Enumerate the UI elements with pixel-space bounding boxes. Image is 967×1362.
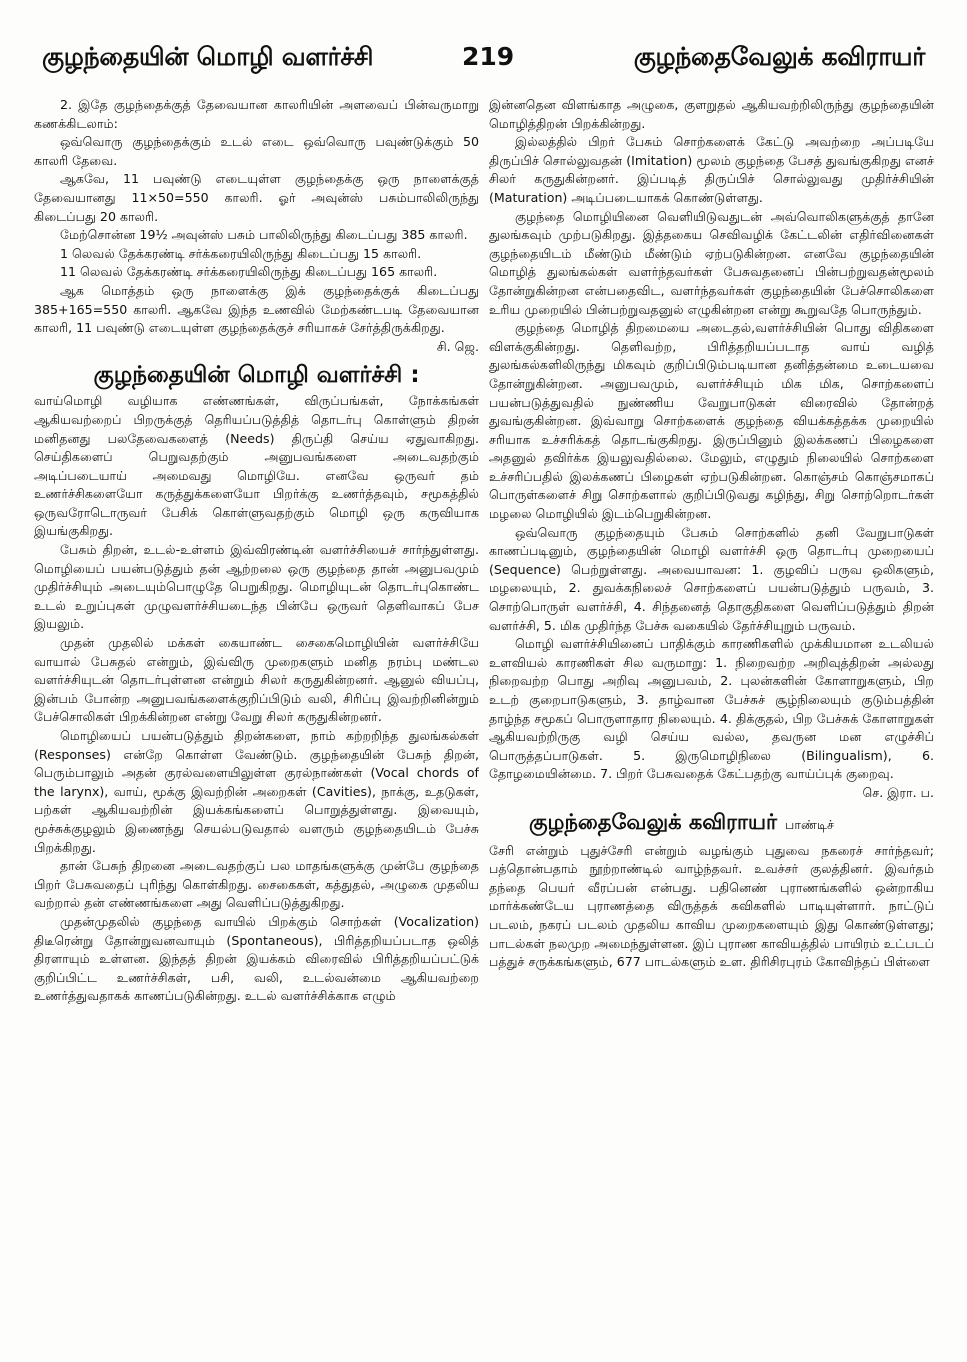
calc-intro: 2. இதே குழந்தைக்குத் தேவையான காலரியின் அளவைப் பின்வருமாறு கணக்கிடலாம்: <box>34 97 479 131</box>
body-paragraph: முதன்முதலில் குழந்தை வாயில் பிறக்கும் சொற்கள் (Vocalization) திடீரென்று தோன்றுவனவாயும் (Spontaneous), பிரித்தறியப்படாத ஒலித் திரளாயும் உள்ளன. இந்தத் திறன் இயக்கம் விரைவில் பிரித்தறியப்பட்டுக் குறிப்பிட்ட உணர்ச்சிகள், பசி, வலி, உடல்வன்மை ஆகியவற்றை உணர்த்துவதாகக் காணப்படுகின்றது. உடல் வளர்ச்சிக்காக எழும் <box>34 913 479 1004</box>
body-paragraph: முதன் முதலில் மக்கள் கையாண்ட சைகைமொழியின் வளர்ச்சியே வாயால் பேசுதல் என்றும், இவ்விரு முறைகளும் மனித நரம்பு மண்டல வளர்ச்சியுடன் தொடர்புள்ளன என்றும் சிலர் கருதுகின்றனர். ஆனுல் வியப்பு, இன்பம் போன்ற அனுபவங்களைக்குறிப்பிடும் வலி, சிரிப்பு இவற்றினின்றும் பேச்சொலிகள் பிறக்கின்றன என்று வேறு சிலர் கருதுகின்றனர். <box>34 635 479 725</box>
body-paragraph: தான் பேசுந் திறனை அடைவதற்குப் பல மாதங்களுக்கு முன்பே குழந்தை பிறர் பேசுவதைப் புரிந்து கொள்கிறது. சைகைகள், கத்துதல், அழுகை முதலிய வற்றால் தன் எண்ணங்களை அது வெளிப்படுத்துகிறது. <box>34 858 479 911</box>
body-paragraph: பேசும் திறன், உடல்-உள்ளம் இவ்விரண்டின் வளர்ச்சியைச் சார்ந்துள்ளது. மொழியைப் பயன்படுத்தும் தன் ஆற்றலை ஒரு குழந்தை தான் அனுபவமும் முதிர்ச்சியும் அடையும்பொழுதே பெறுகிறது. மொழியுடன் தொடர்புகொண்ட உடல் உறுப்புகள் முழுவளர்ச்சியடைந்த பின்பே ஒருவர் தெளிவாகப் பேச இயலும். <box>34 542 479 632</box>
body-paragraph: வாய்மொழி வழியாக எண்ணங்கள், விருப்பங்கள், நோக்கங்கள் ஆகியவற்றைப் பிறருக்குத் தெரியப்படுத்தித் தொடர்பு கொள்ளும் திறன் மனிதனது பலதேவைகளைத் (Needs) திருப்தி செய்ய ஏதுவாகிறது. செய்திகளைப் பெறுவதற்கும் அனுபவங்களை அடைவதற்கும் அடிப்படையாய் அமைவது மொழியே. எனவே ஒருவர் தம் உணர்ச்சிகளையோ கருத்துக்களையோ பிறர்க்கு உணர்த்தவும், சமூகத்தில் ஒருவரோடொருவர் பேசிக் கொள்ளுவதற்கும் மொழி ஒரு கருவியாக இயங்குகிறது. <box>34 393 479 539</box>
article-heading: குழந்தையின் மொழி வளர்ச்சி : <box>93 362 420 389</box>
right-column <box>489 96 934 1351</box>
article-heading-2 <box>489 807 934 840</box>
header-left-title: குழந்தையின் மொழி வளர்ச்சி <box>42 42 374 71</box>
article-heading-2-title: குழந்தைவேலுக் கவிராயர் <box>529 809 777 834</box>
body-paragraph: குழந்தை மொழியினை வெளியிடுவதுடன் அவ்வொலிகளுக்குத் தானே துலங்கவும் முற்படுகிறது. இத்தகைய செவிவழிக் கேட்டலின் எதிர்வினைகள் குழந்தையிடம் மீண்டும் மீண்டும் ஏற்படுகின்றன. எனவே குழந்தையின் மொழித் துலங்கல்கள் வளர்ந்தவர்கள் பேசுவதனைப் பின்பற்றுவதன்மூலம் தோன்றுகின்றன என்பதைவிட, வளர்ந்தவர்கள் குழந்தையின் பேச்சொலிகளை உரிய முறையில் பின்பற்றுவதனுல் எழுகின்றன என்று கூறுவதே பொருந்தும். <box>489 208 934 317</box>
left-column <box>34 96 479 1351</box>
calc-paragraph: மேற்சொன்ன 19½ அவுன்ஸ் பசும் பாலிலிருந்து கிடைப்பது 385 காலரி. <box>60 227 468 243</box>
author-signature: சி. ஜெ. <box>436 338 479 354</box>
calc-paragraph: 11 லெவல் தேக்கரண்டி சர்க்கரையிலிருந்து கிடைப்பது 165 காலரி. <box>60 264 438 280</box>
body-paragraph: குழந்தை மொழித் திறமையை அடைதல்,வளர்ச்சியின் பொது விதிகளை விளக்குகின்றது. தெளிவற்ற, பிரித்தறியப்படாத வாய் வழித் துலங்கல்களிலிருந்து மிகவும் குறிப்பிடும்படியான தனித்தன்மை உடையவை தோன்றுகின்றன. அனுபவமும், வளர்ச்சியும் மிக மிக, சொற்களைப் பயன்படுத்துவதில் நுண்ணிய வேறுபாடுகள் விரைவில் தோன்றத் துவங்குகின்றன. இவ்வாறு சொற்களைக் குழந்தை வியக்கத்தக்க முறையில் சரியாக உச்சரிக்கத் தொடங்குகிறது. இருப்பினும் இலக்கணப் பிழைகளை அதனுல் தவிர்க்க இயலுவதில்லை. மேலும், எழுதும் நிலையில் சொற்களை உச்சரிப்பதில் இலக்கணப் பிழைகள் ஏற்படுகின்றன. கொஞ்சம் கொஞ்சமாகப் பொருள்களைச் சிறு சொற்களால் குறிப்பிடுவது கழிந்து, சிறு சொற்றொடர்கள் மழலை மொழியில் இடம்பெறுகின்றன. <box>489 320 934 522</box>
author-signature: செ. இரா. ப. <box>862 784 934 800</box>
article-heading-2-tail: பாண்டிச் <box>785 816 834 832</box>
running-header <box>0 42 967 92</box>
body-paragraph: இல்லத்தில் பிறர் பேசும் சொற்களைக் கேட்டு அவற்றை அப்படியே திருப்பிச் சொல்லுவதன் (Imitation) மூலம் குழந்தை பேசத் துவங்குகிறது எனச் சிலர் கருதுகின்றனர். இப்படித் திருப்பிச் சொல்லுவது முதிர்ச்சியின் (Maturation) அடிப்படையாகக் கொண்டுள்ளது. <box>489 134 934 205</box>
body-paragraph: ஒவ்வொரு குழந்தையும் பேசும் சொற்களில் தனி வேறுபாடுகள் காணப்படினும், குழந்தையின் மொழி வளர்ச்சி ஒரு தொடர்பு முறையைப் (Sequence) பெற்றுள்ளது. அவையாவன: 1. குழவிப் பருவ ஒலிகளும், மழலையும், 2. துவக்கநிலைச் சொற்களைப் பயன்படுத்தும் பருவம், 3. சொற்பொருள் வளர்ச்சி, 4. சிந்தனைத் தொகுதிகளை வெளிப்படுத்தும் திறன் வளர்ச்சி, 5. மிக முதிர்ந்த பேச்சு வகையில் தேர்ச்சியுறும் பருவம். <box>489 524 934 633</box>
calc-paragraph: ஆகவே, 11 பவுண்டு எடையுள்ள குழந்தைக்கு ஒரு நாளைக்குத் தேவையானது 11×50=550 காலரி. ஓர் அவுன்ஸ் பசும்பாலிலிருந்து கிடைப்பது 20 காலரி. <box>34 171 479 224</box>
calc-paragraph: 1 லெவல் தேக்கரண்டி சர்க்கரையிலிருந்து கிடைப்பது 15 காலரி. <box>60 245 422 261</box>
body-paragraph: மொழியைப் பயன்படுத்தும் திறன்களை, நாம் கற்றறிந்த துலங்கல்கள் (Responses) என்றே கொள்ள வேண்டும். குழந்தையின் பேசுந் திறன், பெரும்பாலும் அதன் குரல்வளையிலுள்ள குரல்நாண்கள் (Vocal chords of the larynx), வாய், மூக்கு இவற்றின் அறைகள் (Cavities), நாக்கு, உதடுகள், பற்கள் ஆகியவற்றின் இயக்கங்களைப் பொறுத்துள்ளது. இவையும், மூச்சுக்குழலும் இணைந்து செயல்படுவதால் வளரும் குழந்தையிடம் பேச்சு பிறக்கிறது. <box>34 728 479 855</box>
calc-paragraph: ஆக மொத்தம் ஒரு நாளைக்கு இக் குழந்தைக்குக் கிடைப்பது 385+165=550 காலரி. ஆகவே இந்த உணவில் மேற்கண்டபடி தேவையான காலரி, 11 பவுண்டு எடையுள்ள குழந்தைக்குச் சரியாகச் சேர்த்திருக்கிறது. <box>34 282 479 336</box>
page-number: 219 <box>462 42 515 71</box>
calc-paragraph: ஒவ்வொரு குழந்தைக்கும் உடல் எடை ஒவ்வொரு பவுண்டுக்கும் 50 காலரி தேவை. <box>34 134 479 168</box>
body-paragraph: மொழி வளர்ச்சியினைப் பாதிக்கும் காரணிகளில் முக்கியமான உடலியல் உளவியல் காரணிகள் சில வருமாறு: 1. நிறைவற்ற அறிவுத்திறன் அல்லது நிறைவற்ற பொது அறிவு அனுபவம், 2. புலன்களின் கோளாறுகளும், பிற உடற் குறைபாடுகளும், 3. தாழ்வான பேச்சுச் சூழ்நிலையும் குடும்பத்தின் தாழ்ந்த சமூகப் பொருளாதார நிலையும். 4. திக்குதல், பிற பேச்சுக் கோளாறுகள் ஆகியவற்றிருகு வழி செய்ய வல்ல, தவருன மன எழுச்சிப் பொருத்தப்பாடுகள். 5. இருமொழிநிலை (Bilingualism), 6. தோழமையின்மை. 7. பிறர் பேசுவதைக் கேட்பதற்கு வாய்ப்புக் குறைவு. <box>489 636 934 782</box>
header-right-title: குழந்தைவேலுக் கவிராயர் <box>633 42 925 71</box>
body-paragraph: இன்னதென விளங்காத அழுகை, குளறுதல் ஆகியவற்றிலிருந்து குழந்தையின் மொழித்திறன் பிறக்கின்றது. <box>489 97 934 131</box>
body-paragraph: சேரி என்றும் புதுச்சேரி என்றும் வழங்கும் புதுவை நகரைச் சார்ந்தவர்; பத்தொன்பதாம் நூற்றாண்டில் வாழ்ந்தவர். உவச்சர் குலத்தினர். இவர்தம் தந்தை பெயர் வீரப்பன் என்பது. பதினெண் புராணங்களில் ஒன்றாகிய மார்க்கண்டேய புராணத்தை விருத்தக் கவிகளில் பாடியுள்ளார். நாட்டுப் படலம், நகரப் படலம் முதலிய காவிய முறைகளையும் இது கொண்டுள்ளது; பாடல்கள் நலமுற அமைந்துள்ளன. இப் புராண காவியத்தில் பாயிரம் உட்படப் பத்துச் சருக்கங்களும், 677 பாடல்களும் உள. திரிசிரபுரம் கோவிந்தப் பிள்ளை <box>489 842 934 970</box>
